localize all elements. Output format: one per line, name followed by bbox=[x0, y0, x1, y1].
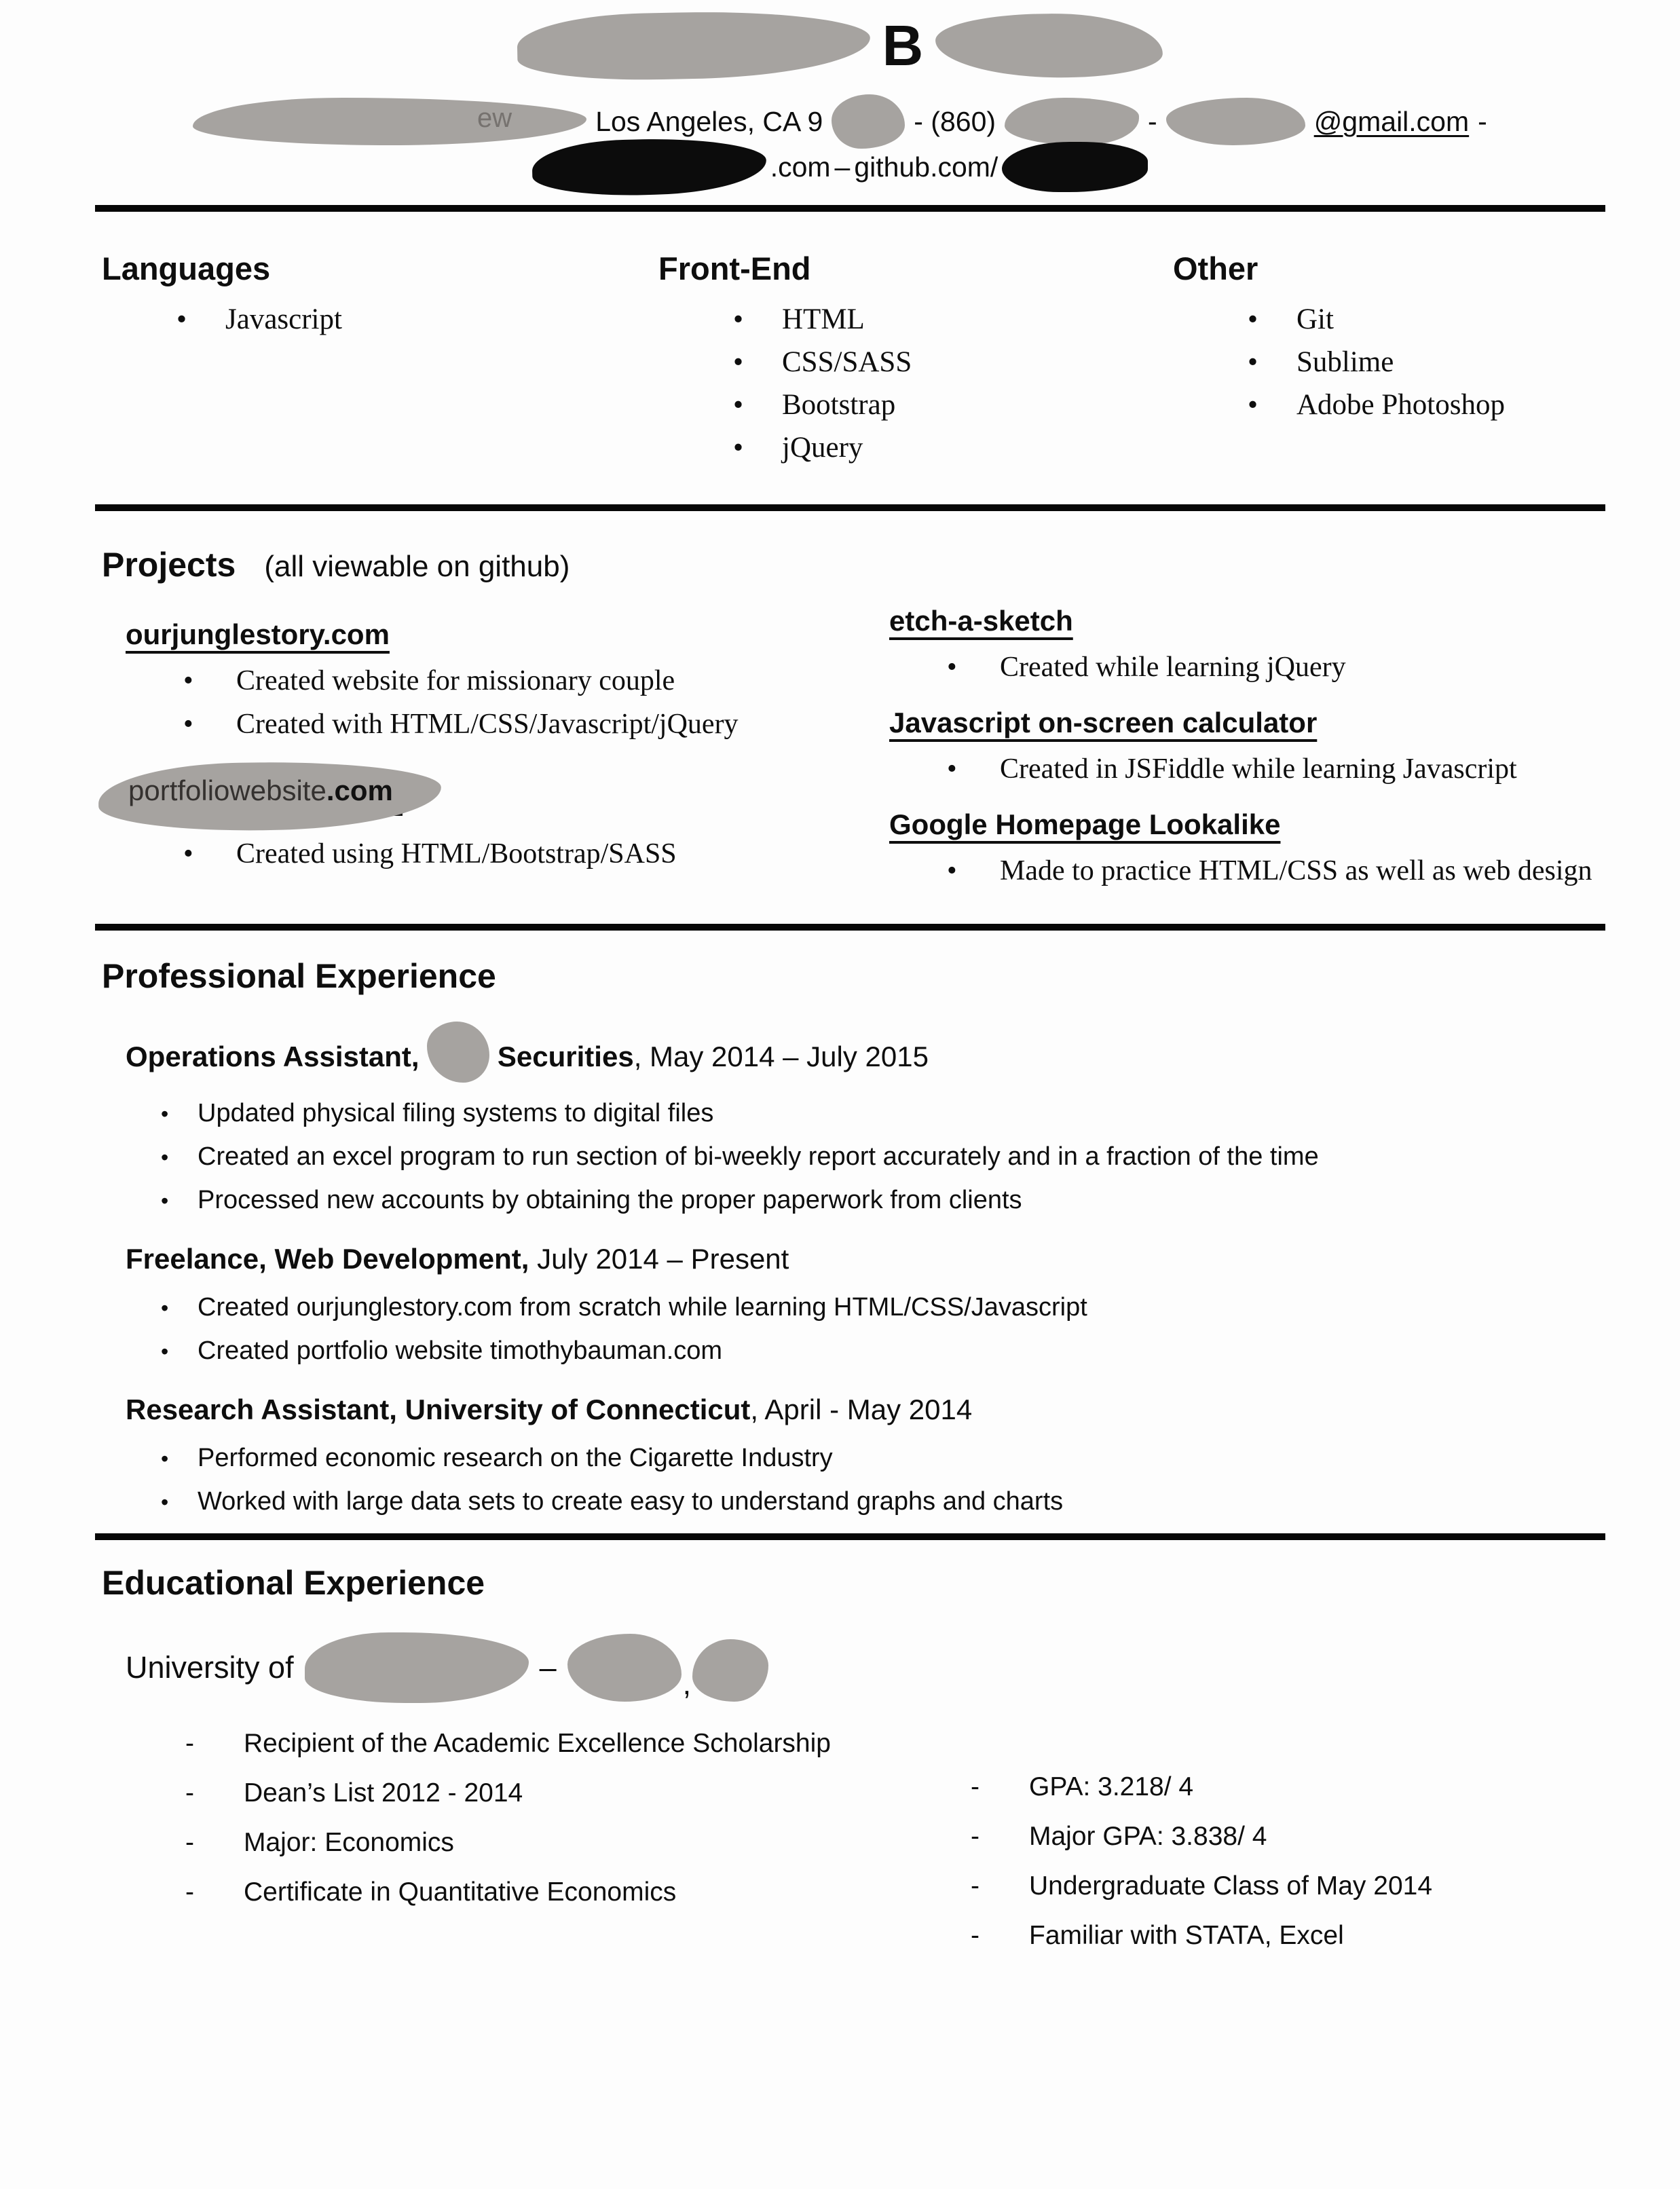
job-entry-research-assistant bbox=[126, 1392, 1612, 1517]
redaction-email-user bbox=[1166, 98, 1305, 145]
section-divider bbox=[95, 924, 1605, 931]
redaction-state bbox=[692, 1639, 768, 1702]
redaction-university-name bbox=[305, 1632, 529, 1703]
education-right-list bbox=[971, 1770, 1612, 1968]
section-divider bbox=[95, 504, 1605, 511]
project-bullet: • Made to practice HTML/CSS as well as web design bbox=[947, 852, 1612, 890]
education-item: - Major: Economics bbox=[185, 1825, 869, 1860]
job-dates: , May 2014 – July 2015 bbox=[633, 1041, 929, 1072]
github-prefix: github.com/ bbox=[854, 151, 998, 183]
skill-item: • CSS/SASS bbox=[733, 341, 1173, 383]
project-link-portfolio[interactable] bbox=[126, 772, 403, 816]
education-item: - Undergraduate Class of May 2014 bbox=[971, 1869, 1612, 1903]
education-item: - Recipient of the Academic Excellence Scholarship bbox=[185, 1726, 869, 1761]
professional-title: Professional Experience bbox=[102, 957, 496, 995]
skills-title-frontend: Front-End bbox=[658, 250, 811, 286]
redaction-last-name bbox=[935, 12, 1164, 79]
project-link-ourjunglestory[interactable]: ourjunglestory.com bbox=[126, 618, 390, 650]
skills-column-frontend bbox=[658, 250, 1173, 469]
contact-phone-prefix: - (860) bbox=[914, 105, 996, 137]
redaction-city bbox=[567, 1634, 682, 1702]
project-link-etch-a-sketch[interactable]: etch-a-sketch bbox=[889, 605, 1073, 637]
education-title: Educational Experience bbox=[102, 1564, 485, 1602]
redaction-phone bbox=[1005, 98, 1139, 145]
section-divider bbox=[95, 1533, 1605, 1540]
skill-item: • Bootstrap bbox=[733, 383, 1173, 426]
portfolio-suffix: .com bbox=[326, 774, 393, 806]
email-link[interactable]: @gmail.com bbox=[1313, 105, 1470, 137]
job-entry-operations-assistant bbox=[126, 1022, 1612, 1216]
contact-trailing-dash: - bbox=[1478, 105, 1487, 137]
redaction-zip bbox=[832, 94, 905, 149]
project-bullet: • Created while learning jQuery bbox=[947, 648, 1612, 686]
school-comma: , bbox=[682, 1666, 692, 1701]
skills-title-languages: Languages bbox=[102, 250, 271, 286]
education-item: - Dean’s List 2012 - 2014 bbox=[185, 1776, 869, 1810]
skill-item: • jQuery bbox=[733, 426, 1173, 469]
website-suffix: .com bbox=[770, 151, 831, 183]
job-role: Operations Assistant, bbox=[126, 1041, 419, 1072]
skill-item: • Javascript bbox=[176, 298, 658, 341]
job-bullet: • Created portfolio website timothybauman.com bbox=[160, 1335, 1612, 1366]
skills-column-languages bbox=[102, 250, 658, 469]
projects-right-column bbox=[889, 605, 1612, 895]
job-bullet: • Updated physical filing systems to digital files bbox=[160, 1098, 1612, 1129]
school-prefix: University of bbox=[126, 1650, 294, 1685]
projects-header bbox=[102, 545, 1612, 584]
job-bullet: • Performed economic research on the Cigarette Industry bbox=[160, 1442, 1612, 1474]
skills-section bbox=[0, 250, 1680, 469]
redaction-github-user bbox=[1002, 142, 1148, 192]
job-bullet: • Processed new accounts by obtaining the proper paperwork from clients bbox=[160, 1184, 1612, 1216]
portfolio-visible-text: portfoliowebsite bbox=[128, 774, 326, 806]
project-bullet: • Created website for missionary couple bbox=[183, 662, 889, 700]
projects-title: Projects bbox=[102, 546, 236, 584]
job-dates: , April - May 2014 bbox=[750, 1393, 973, 1425]
job-dates: July 2014 – Present bbox=[529, 1243, 789, 1275]
redaction-contact-left bbox=[193, 98, 586, 145]
job-bullet: • Worked with large data sets to create easy to understand graphs and charts bbox=[160, 1486, 1612, 1517]
project-bullet: • Created using HTML/Bootstrap/SASS bbox=[183, 835, 889, 873]
skill-item: • Sublime bbox=[1248, 341, 1680, 383]
contact-line bbox=[0, 99, 1680, 144]
contact-separator: - bbox=[1148, 105, 1157, 137]
job-company: Securities bbox=[497, 1041, 634, 1072]
projects-section bbox=[0, 545, 1680, 895]
skill-item: • Git bbox=[1248, 298, 1680, 341]
job-bullet: • Created an excel program to run section of bi-weekly report accurately and in a fraction of the time bbox=[160, 1141, 1612, 1172]
job-role: Research Assistant, University of Connecticut bbox=[126, 1393, 751, 1425]
skill-item: • HTML bbox=[733, 298, 1173, 341]
name-line bbox=[0, 0, 1680, 81]
projects-left-column bbox=[102, 605, 889, 895]
project-bullet: • Created with HTML/CSS/Javascript/jQuery bbox=[183, 705, 889, 743]
education-section bbox=[0, 1563, 1680, 1968]
project-link-js-calculator[interactable]: Javascript on-screen calculator bbox=[889, 707, 1318, 738]
redaction-peek-text: ew bbox=[477, 103, 512, 133]
job-role: Freelance, Web Development, bbox=[126, 1243, 529, 1275]
education-item: - Certificate in Quantitative Economics bbox=[185, 1875, 869, 1909]
redaction-company-name bbox=[427, 1022, 489, 1083]
projects-subtitle: (all viewable on github) bbox=[264, 550, 570, 583]
skill-item: • Adobe Photoshop bbox=[1248, 383, 1680, 426]
skills-title-other: Other bbox=[1173, 250, 1258, 286]
links-separator: – bbox=[834, 151, 851, 183]
school-line bbox=[126, 1632, 1612, 1703]
school-separator: – bbox=[539, 1650, 557, 1685]
education-left-list bbox=[185, 1726, 869, 1968]
links-line bbox=[0, 144, 1680, 190]
name-visible-initial: B bbox=[882, 14, 924, 77]
job-bullet: • Created ourjunglestory.com from scratch while learning HTML/CSS/Javascript bbox=[160, 1292, 1612, 1323]
education-item: - Familiar with STATA, Excel bbox=[971, 1918, 1612, 1953]
skills-column-other bbox=[1173, 250, 1680, 469]
project-bullet: • Created in JSFiddle while learning Javascript bbox=[947, 750, 1612, 788]
redaction-first-name bbox=[517, 9, 871, 83]
education-item: - GPA: 3.218/ 4 bbox=[971, 1770, 1612, 1804]
project-link-google-lookalike[interactable]: Google Homepage Lookalike bbox=[889, 808, 1281, 840]
contact-city: Los Angeles, CA 9 bbox=[595, 105, 823, 137]
professional-section bbox=[0, 956, 1680, 1517]
job-entry-freelance bbox=[126, 1241, 1612, 1366]
redaction-website-name bbox=[531, 136, 767, 198]
section-divider bbox=[95, 205, 1605, 212]
education-item: - Major GPA: 3.838/ 4 bbox=[971, 1819, 1612, 1854]
